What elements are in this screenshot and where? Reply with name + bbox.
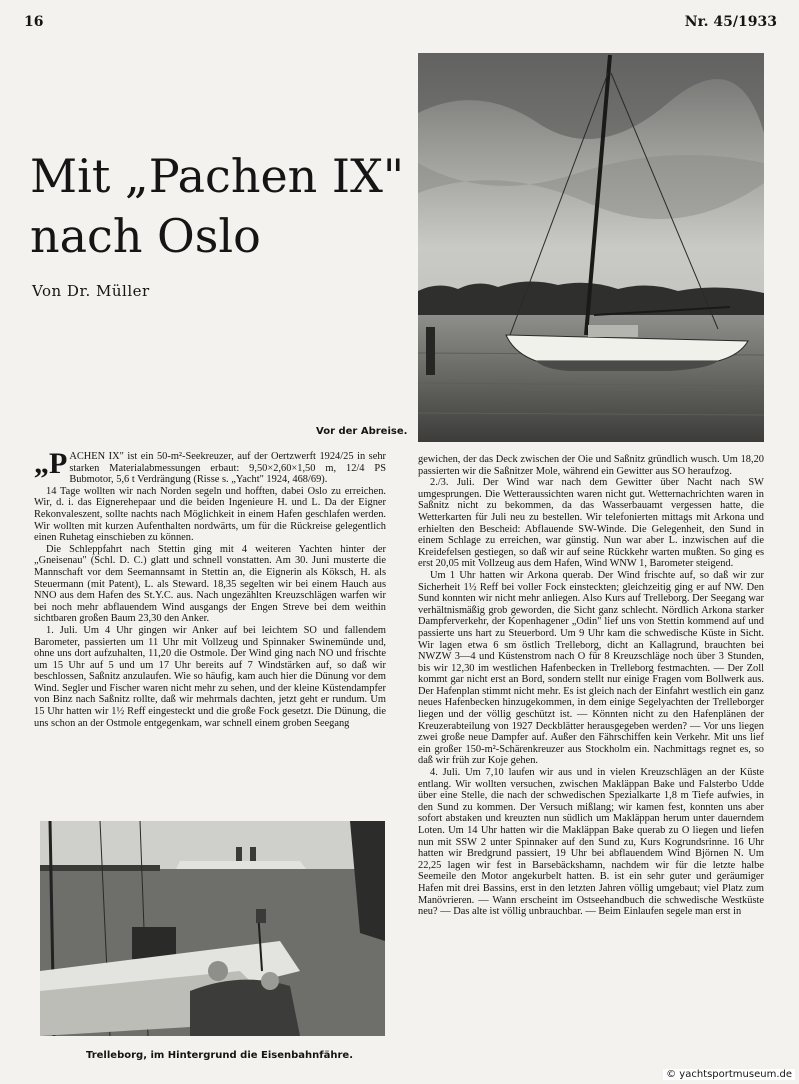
paragraph: gewichen, der das Deck zwischen der Oie und Saßnitz gründlich wusch. Um 18,20 passierten wir die Saßnitzer Mole, während ein Gewitter aus SO heraufzog. <box>418 454 764 477</box>
paragraph: 2./3. Juli. Der Wind war nach dem Gewitter über Nacht nach SW umgesprungen. Die Wetteraussichten waren nicht gut. Wetternachrichten waren in Saßnitz nicht zu bekommen, da das Wasserbauamt vergessen hatte, die Wetterkarten für Juli neu zu bestellen. Wir telefonierten mittags mit Arkona und erhielten den Bescheid: Abflauende SW-Winde. Die Gelegenheit, den Sund in einem Schlage zu erreichen, war günstig. Nun war aber L. inzwischen auf die Kreidefelsen gestiegen, so daß wir auf seine Rückkehr warten mußten. So ging es erst 20,05 mit Vollzeug aus dem Hafen, Wind WNW 1, Barometer steigend. <box>418 477 764 570</box>
bottom-photo-caption: Trelleborg, im Hintergrund die Eisenbahnfähre. <box>86 1050 354 1061</box>
yacht-photo <box>418 53 764 442</box>
trelleborg-photo <box>40 821 385 1036</box>
watermark: © yachtsportmuseum.de <box>663 1069 795 1080</box>
paragraph: Die Schleppfahrt nach Stettin ging mit 4 weiteren Yachten hinter der „Gneisenau" (Schl. D. C.) glatt und schnell vonstatten. Am 30. Juni musterte die Mannschaft vor dem Seemannsamt in Stettin an, die Eignerin als Köksch, H. als Steuermann (mit Patent), L. als Steward. 18,35 segelten wir bei einem Hauch aus NNO aus dem Hafen des St.Y.C. aus. Nach ungezählten Kreuzschlägen warfen wir bei noch mehr abflauendem Wind ausgangs der Engen Streve bei dem weithin sichtbaren großen Baum 23,30 den Anker. <box>34 543 386 625</box>
paragraph: Um 1 Uhr hatten wir Arkona querab. Der Wind frischte auf, so daß wir zur Sicherheit 1½ Reff bei voller Fock einsteckten; gleichzeitig ging er auf NW. Den Sund konnten wir nicht mehr anliegen. Also Kurs auf Trelleborg. Der Seegang war verhältnismäßig grob geworden, die Sicht ganz schlecht. Nördlich Arkona starker Dampferverkehr, der Kopenhagener „Odin" lief uns von Stettin kommend auf und passierte uns hart zu Steuerbord. Um 9 Uhr kam die schwedische Küste in Sicht. Wir lagen etwa 6 sm östlich Trelleborg, dicht an Kallagrund, brauchten bei NWZW 3—4 und Küstenstrom nach O für 8 Kreuzschläge noch über 3 Stunden, bis wir 12,30 im westlichen Hafenbecken in Trelleborg festmachten. — Der Zoll kommt gar nicht erst an Bord, sondern stellt nur einige Fragen vom Bollwerk aus. Der Hafenplan stimmt nicht mehr. Es ist gleich nach der Einfahrt westlich ein ganz neues Hafenbecken hinzugekommen, in dem einige Segelyachten der Trelleborger liegen und der völlig geschützt ist. — Könnten nicht zu den Hafenplänen der Kreuzerabteilung von 1927 Deckblätter herausgegeben werden? — Vor uns liegen zwei große neue Dampfer auf. Außer den Fährschiffen kein Verkehr. Mit uns lief ein großer 150-m²-Schärenkreuzer aus Stockholm ein. Nachmittags regnet es, so daß wir früh zur Koje gehen. <box>418 569 764 767</box>
yacht-photo-illustration <box>418 53 764 442</box>
article-title <box>30 146 410 266</box>
paragraph-intro: „PACHEN IX" ist ein 50-m²-Seekreuzer, auf der Oertzwerft 1924/25 in sehr starken Materialabmessungen erbaut: 9,50×2,60×1,50 m, 12/4 PS Bubmotor, 5,6 t Verdrängung (Risse s. „Yacht" 1924, 468/69). <box>34 451 386 486</box>
paragraph: 1. Juli. Um 4 Uhr gingen wir Anker auf bei leichtem SO und fallendem Barometer, passierten um 11 Uhr mit Vollzeug und Spinnaker Swinemünde und, ohne uns dort aufzuhalten, 11,20 die Ostmole. Der Wind ging nach NO und frischte um 15 Uhr auf 5 und um 17 Uhr bereits auf 7 Windstärken auf, so daß wir beschlossen, Saßnitz anzulaufen. Wie so häufig, kam auch hier die Dünung vor dem Wind. Segler und Fischer waren nicht mehr zu sehen, und der kleine Küstendampfer von Binz nach Saßnitz rollte, daß wir mehrmals dachten, jetzt geht er rundum. Um 15 Uhr hatten wir 1½ Reff eingesteckt und die große Fock gesetzt. Die Dünung, die uns schon an der Ostmole entgegenkam, war schnell einem groben Seegang <box>34 624 386 729</box>
paragraph: 4. Juli. Um 7,10 laufen wir aus und in vielen Kreuzschlägen an der Küste entlang. Wir wollten versuchen, zwischen Makläppan Bake und Falsterbo Udde über eine Stelle, die nach der schwedischen Spezialkarte 1,8 m Tiefe aufwies, in den Sund zu kommen. Der Versuch mißlang; wir kamen fest, konnten uns aber sofort abstaken und kreuzten nun südlich um Makläppan herum unter dauerndem Loten. Um 14 Uhr hatten wir die Makläppan Bake querab zu O liegen und liefen nun mit SSW 2 unter Spinnaker auf den Sund zu, Kurs Kogrundsrinne. 16 Uhr hatten wir Bredgrund passiert, 19 Uhr bei abflauendem Wind Björnen N. Um 22,25 lagen wir fest in Barsebäckshamn, nachdem wir für die letzte halbe Seemeile den Motor angekurbelt hatten. B. ist ein sehr guter und geräumiger Hafen mit drei Bassins, erst in den letzten Jahren völlig umgebaut; viel Platz zum Manövrieren. — Wann erscheint im Ostseehandbuch die schwedische Westküste neu? — Das alte ist völlig unbrauchbar. — Beim Einlaufen segele man erst in <box>418 767 764 918</box>
paragraph: 14 Tage wollten wir nach Norden segeln und hofften, dabei Oslo zu erreichen. Wir, d. i. das Eignerehepaar und die beiden Ingenieure H. und L. Da der Eigner Rekonvaleszent, sollte nachts nach Möglichkeit in einem Hafen geschlafen werden. Wir wollten mit kurzen Aufenthalten nordwärts, um für die Rückreise gelegentlich einen Ruhetag einschieben zu können. <box>34 485 386 544</box>
article-column-right <box>418 454 764 1056</box>
issue-number: Nr. 45/1933 <box>684 14 777 30</box>
article-author: Von Dr. Müller <box>32 282 150 300</box>
top-photo-caption: Vor der Abreise. <box>316 426 408 437</box>
article-column-left <box>34 451 386 814</box>
title-line-2: nach Oslo <box>30 209 261 263</box>
title-line-1: Mit „Pachen IX" <box>30 149 404 203</box>
page-number: 16 <box>24 14 44 30</box>
trelleborg-photo-illustration <box>40 821 385 1036</box>
drop-cap: „P <box>34 451 68 480</box>
